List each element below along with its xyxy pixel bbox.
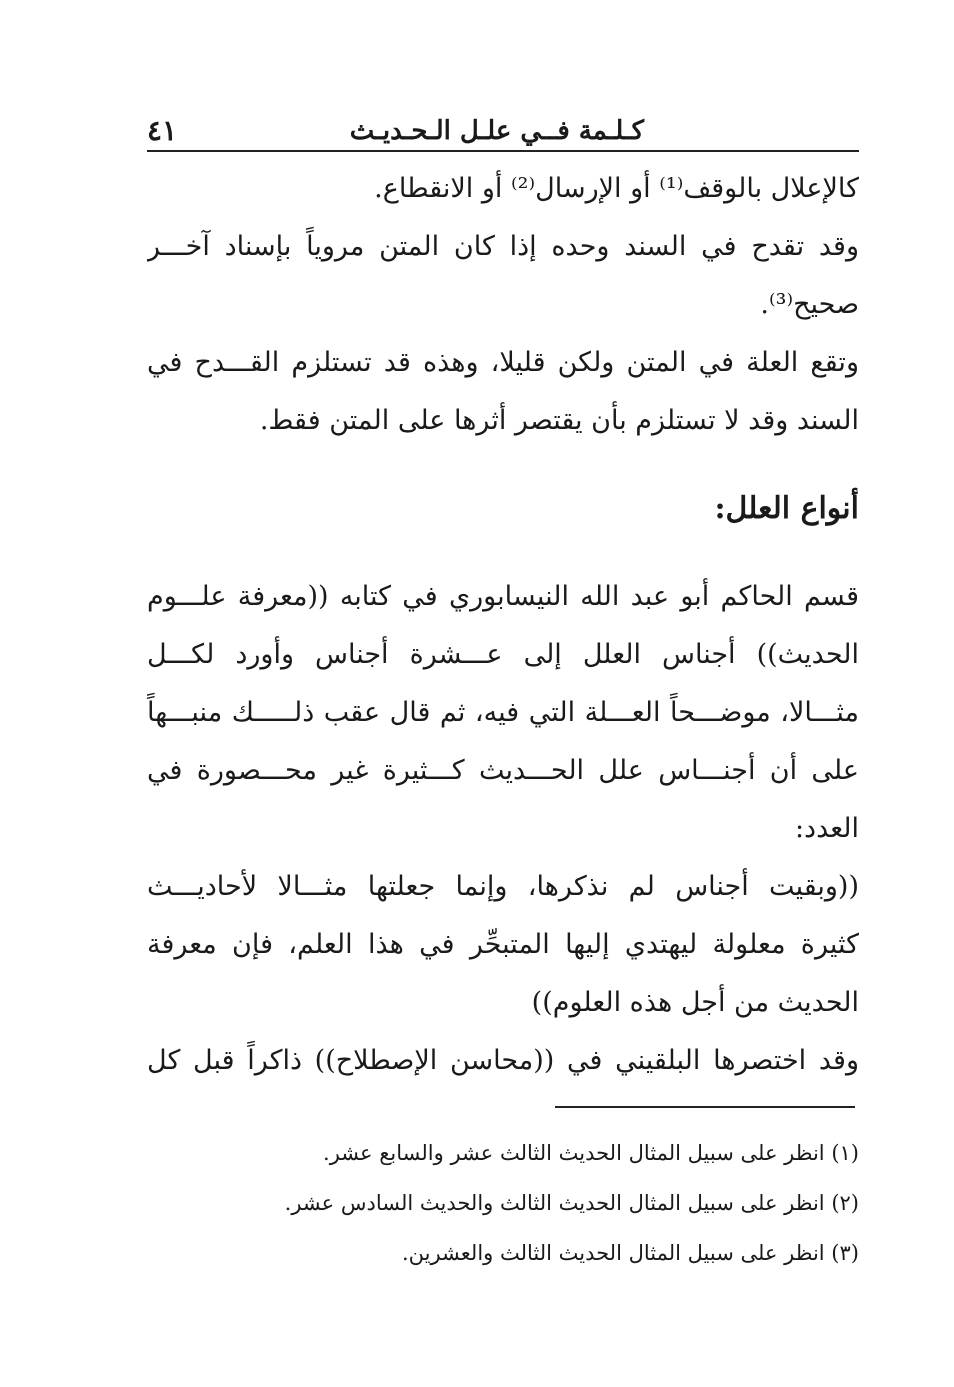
text-line: مثـــالا، موضـــحاً العـــلة التي فيه، ثم قال عقب ذلـــــك منبـــهاً: [147, 697, 859, 728]
text-line: كثيرة معلولة ليهتدي إليها المتبحِّر في هذا العلم، فإن معرفة: [147, 929, 859, 960]
spacer: [147, 450, 859, 480]
page-number: ٤١: [147, 114, 178, 147]
footnote: (٢) انظر على سبيل المثال الحديث الثالث والحديث السادس عشر.: [284, 1191, 859, 1215]
footnotes: [147, 1128, 859, 1278]
text-line: وقد تقدح في السند وحده إذا كان المتن مروياً بإسناد آخـــر: [147, 231, 859, 262]
text-line: الحديث)) أجناس العلل إلى عـــشرة أجناس وأورد لكـــل: [147, 639, 859, 670]
footnote-divider: [555, 1106, 855, 1108]
text-line: ((وبقيت أجناس لم نذكرها، وإنما جعلتها مثـــالا لأحاديـــث: [147, 871, 859, 902]
text-line: كالإعلال بالوقف⁽¹⁾ أو الإرسال⁽²⁾ أو الانقطاع.: [374, 173, 859, 204]
section-heading: أنواع العلل:: [714, 491, 859, 526]
text-line: قسم الحاكم أبو عبد الله النيسابوري في كتابه ((معرفة علـــوم: [147, 581, 859, 612]
text-line: على أن أجنـــاس علل الحـــديث كـــثيرة غير محـــصورة في: [147, 755, 859, 786]
footnote: (٣) انظر على سبيل المثال الحديث الثالث والعشرين.: [401, 1241, 859, 1265]
text-line: وقد اختصرها البلقيني في ((محاسن الإصطلاح)) ذاكراً قبل كل: [147, 1045, 859, 1076]
running-title: كـلـمة فــي علـل الـحـديـث: [349, 116, 644, 146]
footnote: (١) انظر على سبيل المثال الحديث الثالث عشر والسابع عشر.: [323, 1141, 859, 1165]
text-line: وتقع العلة في المتن ولكن قليلا، وهذه قد تستلزم القـــدح في: [147, 347, 859, 378]
page-header: [147, 112, 859, 152]
text-line: صحيح⁽³⁾.: [760, 289, 859, 320]
text-line: العدد:: [794, 813, 859, 844]
spacer: [147, 538, 859, 568]
text-line: الحديث من أجل هذه العلوم)): [531, 987, 859, 1018]
main-text: [147, 160, 859, 1090]
text-line: السند وقد لا تستلزم بأن يقتصر أثرها على المتن فقط.: [259, 405, 859, 436]
